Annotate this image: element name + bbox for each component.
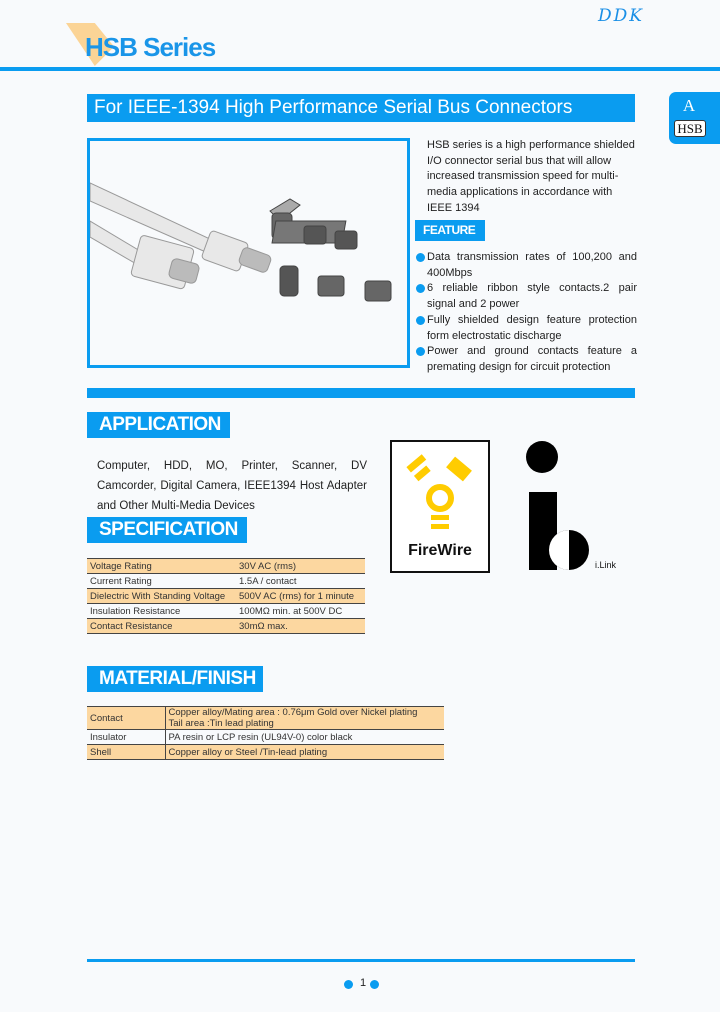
table-row: Contact Copper alloy/Mating area : 0.76μm Gold over Nickel plating Tail area :Tin lead plating xyxy=(87,707,444,730)
firewire-symbol-icon xyxy=(392,442,488,542)
application-text: Computer, HDD, MO, Printer, Scanner, DV Camcorder, Digital Camera, IEEE1394 Host Adapter and Other Multi-Media Devices xyxy=(97,460,367,512)
ilink-symbol-icon xyxy=(525,440,595,573)
feature-item: 6 reliable ribbon style contacts.2 pair signal and 2 power xyxy=(415,281,637,312)
section-code: HSB xyxy=(674,120,706,137)
application-heading: APPLICATION xyxy=(87,412,230,438)
company-logo: DDK xyxy=(598,6,644,26)
bullet-icon xyxy=(416,347,425,356)
series-title: HSB Series xyxy=(85,32,216,62)
table-row: Current Rating 1.5A / contact xyxy=(87,574,365,589)
table-row: Insulator PA resin or LCP resin (UL94V-0) color black xyxy=(87,730,444,745)
table-row: Voltage Rating 30V AC (rms) xyxy=(87,559,365,574)
page-dot-icon xyxy=(370,980,379,989)
feature-item: Data transmission rates of 100,200 and 400Mbps xyxy=(415,250,637,281)
table-row: Contact Resistance 30mΩ max. xyxy=(87,619,365,634)
bullet-icon xyxy=(416,284,425,293)
intro-text: HSB series is a high performance shielded I/O connector serial bus that will allow increased transmission speed for multi-media applications in accordance with IEEE 1394 xyxy=(427,139,635,214)
firewire-logo xyxy=(390,440,490,573)
page-number: 1 xyxy=(344,978,384,992)
specification-heading: SPECIFICATION xyxy=(87,517,247,543)
table-row: Shell Copper alloy or Steel /Tin-lead plating xyxy=(87,745,444,760)
table-row: Insulation Resistance 100MΩ min. at 500V DC xyxy=(87,604,365,619)
feature-list xyxy=(415,250,637,376)
page-dot-icon xyxy=(344,980,353,989)
top-divider xyxy=(0,67,720,71)
bullet-icon xyxy=(416,253,425,262)
firewire-label: FireWire xyxy=(408,542,472,559)
section-letter: A xyxy=(682,96,696,115)
table-row: Dielectric With Standing Voltage 500V AC (rms) for 1 minute xyxy=(87,589,365,604)
bullet-icon xyxy=(416,316,425,325)
bottom-divider xyxy=(87,959,635,962)
connector-illustration xyxy=(90,141,407,365)
feature-item: Fully shielded design feature protection form electrostatic discharge xyxy=(415,313,637,344)
specification-table xyxy=(87,558,365,634)
feature-item: Power and ground contacts feature a premating design for circuit protection xyxy=(415,344,637,375)
material-table xyxy=(87,706,444,760)
product-photo xyxy=(87,138,410,368)
mid-divider xyxy=(87,388,635,398)
ilink-label: i.Link xyxy=(595,560,617,570)
material-heading: MATERIAL/FINISH xyxy=(87,666,263,692)
page-banner: For IEEE-1394 High Performance Serial Bus Connectors xyxy=(87,94,635,122)
ilink-logo xyxy=(525,440,625,573)
feature-heading: FEATURE xyxy=(415,220,485,241)
section-index-tab[interactable] xyxy=(669,92,720,144)
